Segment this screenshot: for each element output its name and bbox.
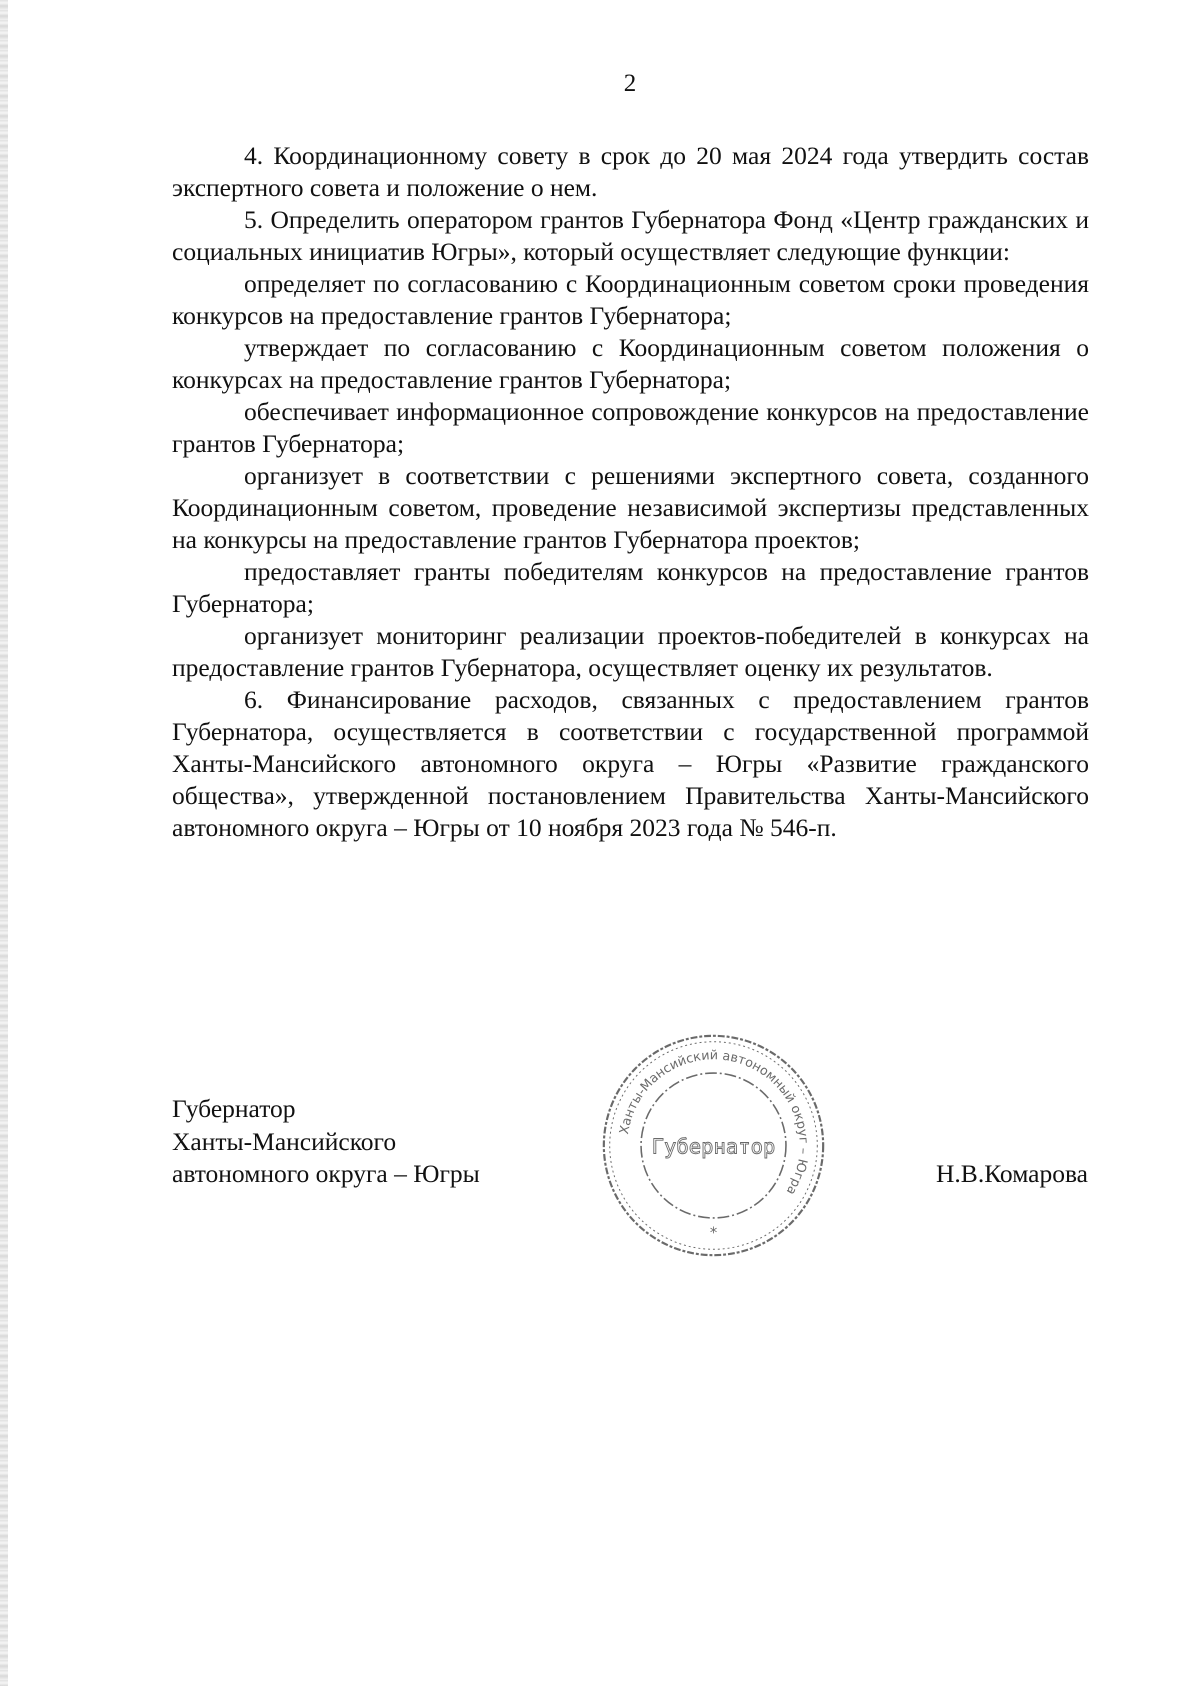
position-line: автономного округа – Югры: [172, 1159, 480, 1188]
seal-star: *: [709, 1224, 718, 1242]
function-item-grants: предоставляет гранты победителям конкурсов на предоставление грантов Губернатора;: [172, 557, 1089, 618]
function-item-info-support: обеспечивает информационное сопровождение конкурсов на предоставление грантов Губернатора;: [172, 397, 1089, 458]
signatory-position: [172, 1093, 480, 1191]
function-item-expertise: организует в соответствии с решениями экспертного совета, созданного Координационным советом, проведение независимой экспертизы представленных на конкурсы на предоставление грантов Губернатора проектов;: [172, 461, 1089, 554]
official-seal: [596, 1028, 831, 1263]
document-body: [172, 140, 1089, 844]
function-item-regulations: утверждает по согласованию с Координационным советом положения о конкурсах на предоставление грантов Губернатора;: [172, 333, 1089, 394]
signer-name: Н.В.Комарова: [936, 1159, 1088, 1188]
function-item-deadlines: определяет по согласованию с Координационным советом сроки проведения конкурсов на предоставление грантов Губернатора;: [172, 269, 1089, 330]
page-number: 2: [623, 70, 637, 97]
paragraph-item-5: 5. Определить оператором грантов Губернатора Фонд «Центр гражданских и социальных инициатив Югры», который осуществляет следующие функции:: [172, 205, 1089, 266]
position-line: Ханты-Мансийского: [172, 1126, 397, 1156]
paragraph-item-4: 4. Координационному совету в срок до 20 мая 2024 года утвердить состав экспертного совета и положение о нем.: [172, 141, 1089, 202]
function-item-monitoring: организует мониторинг реализации проектов-победителей в конкурсах на предоставление грантов Губернатора, осуществляет оценку их результатов.: [172, 621, 1089, 682]
seal-center-text: Губернатор: [651, 1134, 776, 1159]
paragraph-item-6: 6. Финансирование расходов, связанных с предоставлением грантов Губернатора, осуществляется в соответствии с государственной программой Ханты-Мансийского автономного округа – Югры «Развитие гражданского общества», утвержденной постановлением Правительства Ханты-Мансийского автономного округа – Югры от 10 ноября 2023 года № 546-п.: [172, 685, 1089, 842]
scan-edge-artifact: [0, 0, 8, 1686]
position-line: Губернатор: [172, 1094, 296, 1123]
seal-ring-text: Ханты-Мансийский автономный округ – Югра: [616, 1047, 812, 1198]
